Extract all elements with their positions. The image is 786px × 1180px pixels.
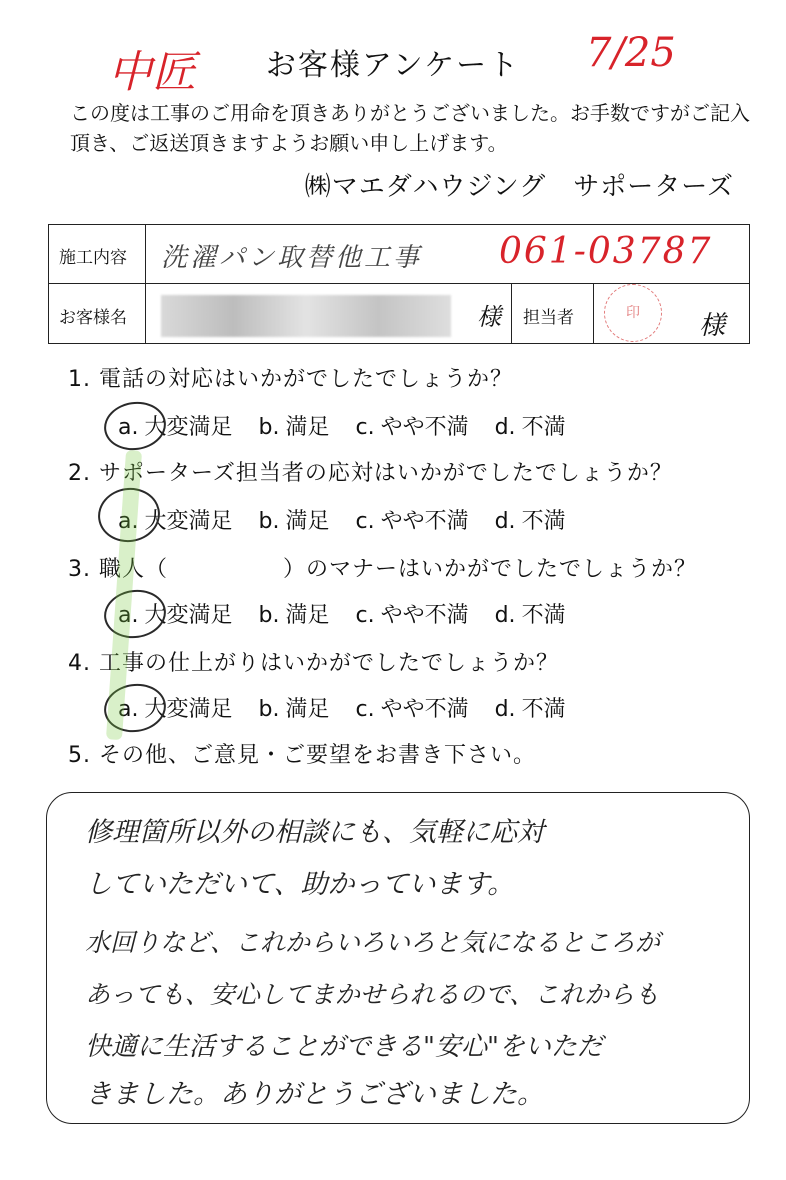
work-label: 施工内容 [59, 248, 127, 268]
customer-label: お客様名 [59, 308, 127, 328]
table-divider [49, 283, 749, 284]
option-a[interactable]: a. 大変満足 [118, 697, 233, 722]
question-text: 工事の仕上がりはいかがでしたでしょうか？ [99, 651, 560, 676]
question-number: 2. [68, 461, 91, 486]
option-d[interactable]: d. 不満 [494, 603, 566, 628]
staff-seal-stamp: 印 [604, 284, 662, 342]
question-text: サポーターズ担当者の応対はいかがでしたでしょうか？ [99, 461, 673, 486]
option-c[interactable]: c. やや不満 [355, 415, 469, 440]
comment-line: きました。ありがとうございました。 [85, 1079, 544, 1110]
comment-line: 水回りなど、これからいろいろと気になるところが [85, 928, 661, 957]
option-b[interactable]: b. 満足 [258, 415, 330, 440]
option-c[interactable]: c. やや不満 [355, 697, 469, 722]
option-d[interactable]: d. 不満 [494, 415, 566, 440]
table-divider [145, 225, 146, 343]
comment-line: あっても、安心してまかせられるので、これからも [85, 980, 660, 1009]
redacted-name [161, 295, 451, 337]
question-2 [68, 456, 673, 487]
question-4 [68, 646, 559, 677]
options-row-4 [118, 692, 592, 723]
question-number: 4. [68, 651, 91, 676]
work-number: 061-03787 [499, 231, 713, 272]
option-c[interactable]: c. やや不満 [355, 509, 469, 534]
comment-line: していただいて、助かっています。 [85, 869, 515, 900]
intro-text: この度は工事のご用命を頂きありがとうございました。お手数ですがご記入頂き、ご返送頂きますようお願い申し上げます。 [70, 101, 750, 155]
selection-circle [101, 398, 169, 454]
option-a[interactable]: a. 大変満足 [118, 509, 233, 534]
option-c[interactable]: c. やや不満 [355, 603, 469, 628]
question-5 [68, 738, 536, 769]
customer-suffix: 様 [477, 303, 501, 331]
option-b[interactable]: b. 満足 [258, 603, 330, 628]
option-a[interactable]: a. 大変満足 [118, 603, 233, 628]
option-a[interactable]: a. 大変満足 [118, 415, 233, 440]
table-divider [593, 283, 594, 343]
comment-line: 快適に生活することができる"安心"をいただ [85, 1032, 603, 1062]
staff-label: 担当者 [523, 308, 574, 328]
company-name: ㈱マエダハウジング サポーターズ [304, 172, 734, 202]
question-number: 5. [68, 743, 91, 768]
staff-suffix: 様 [699, 311, 726, 341]
handwritten-date: 7/25 [586, 30, 676, 76]
options-row-3 [118, 598, 592, 629]
options-row-2 [118, 504, 592, 535]
option-b[interactable]: b. 満足 [258, 697, 330, 722]
question-number: 1. [68, 367, 91, 392]
option-b[interactable]: b. 満足 [258, 509, 330, 534]
question-text: 電話の対応はいかがでしたでしょうか？ [99, 367, 514, 392]
comment-line: 修理箇所以外の相談にも、気軽に応対 [85, 817, 544, 848]
question-text: 職人（ ）のマナーはいかがでしたでしょうか？ [99, 557, 698, 582]
option-d[interactable]: d. 不満 [494, 697, 566, 722]
table-divider [511, 283, 512, 343]
question-number: 3. [68, 557, 91, 582]
work-value: 洗濯パン取替他工事 [161, 243, 423, 273]
handwritten-tag: 中匠 [108, 47, 196, 98]
question-3 [68, 552, 697, 583]
question-text: その他、ご意見・ご要望をお書き下さい。 [99, 743, 537, 768]
comment-box[interactable] [46, 792, 750, 1124]
option-d[interactable]: d. 不満 [494, 509, 566, 534]
question-1 [68, 362, 513, 393]
options-row-1 [118, 410, 592, 441]
page-title: お客様アンケート [265, 48, 521, 83]
selection-circle [101, 586, 169, 642]
